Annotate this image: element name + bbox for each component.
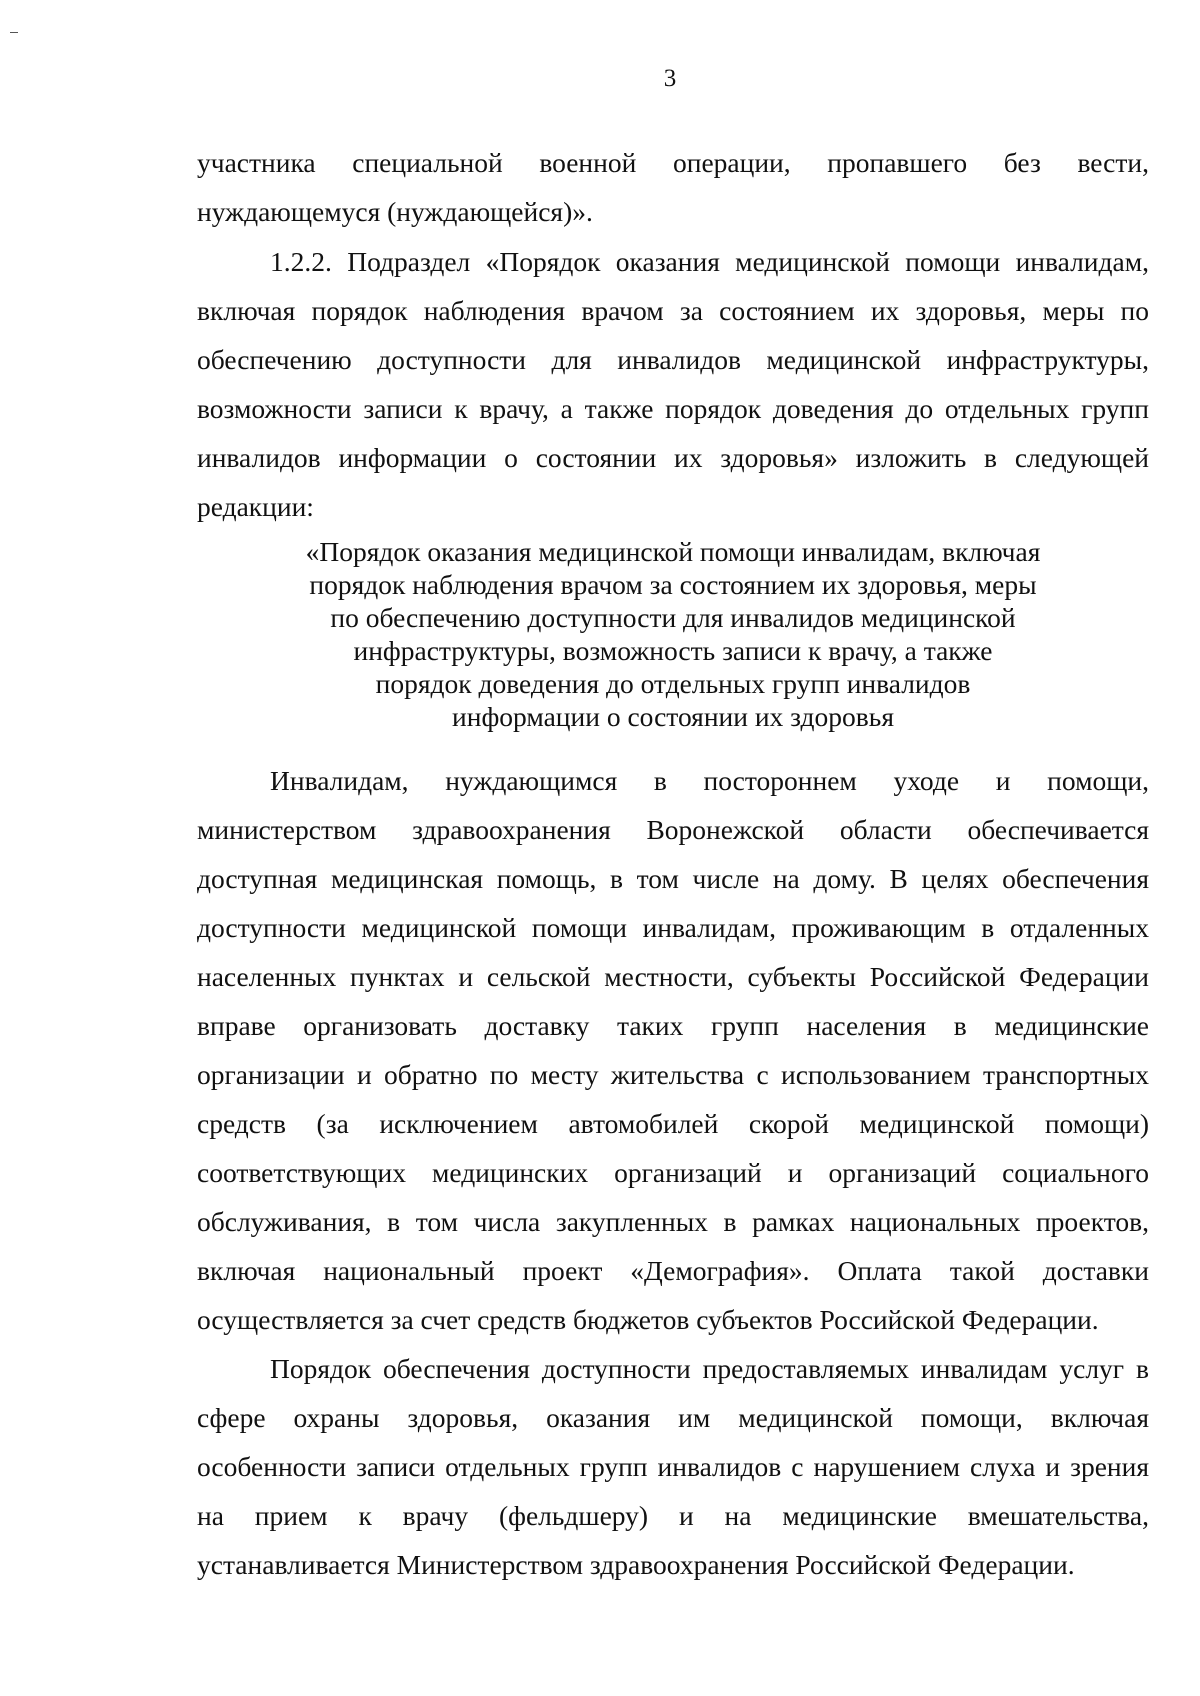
section-title-line: информации о состоянии их здоровья xyxy=(452,701,894,732)
section-title-line: инфраструктуры, возможность записи к врачу, а также xyxy=(353,635,993,666)
continuation-paragraph: участника специальной военной операции, пропавшего без вести, нуждающемуся (нуждающейся)». xyxy=(197,147,1149,227)
section-title-line: «Порядок оказания медицинской помощи инвалидам, включая xyxy=(305,536,1041,567)
continuation-block xyxy=(197,138,1149,236)
scan-mark xyxy=(10,32,18,33)
page-number: 3 xyxy=(663,65,677,92)
body-paragraph: Инвалидам, нуждающимся в постороннем уходе и помощи, министерством здравоохранения Воронежской области обеспечивается доступная медицинская помощь, в том числе на дому. В целях обеспечения доступности медицинской помощи инвалидам, проживающим в отдаленных населенных пунктах и сельской местности, субъекты Российской Федерации вправе организовать доставку таких групп населения в медицинские организации и обратно по месту жительства с использованием транспортных средств (за исключением автомобилей скорой медицинской помощи) соответствующих медицинских организаций и организаций социального обслуживания, в том числа закупленных в рамках национальных проектов, включая национальный проект «Демография». Оплата такой доставки осуществляется за счет средств бюджетов субъектов Российской Федерации. xyxy=(197,765,1149,1335)
amendment-paragraph: 1.2.2. Подраздел «Порядок оказания медицинской помощи инвалидам, включая порядок наблюдения врачом за состоянием их здоровья, меры по обеспечению доступности для инвалидов медицинской инфраструктуры, возможности записи к врачу, а также порядок доведения до отдельных групп инвалидов информации о состоянии их здоровья» изложить в следующей редакции: xyxy=(197,246,1149,522)
amendment-block xyxy=(197,237,1149,531)
body-paragraph: Порядок обеспечения доступности предоставляемых инвалидам услуг в сфере охраны здоровья, оказания им медицинской помощи, включая особенности записи отдельных групп инвалидов с нарушением слуха и зрения на прием к врачу (фельдшеру) и на медицинские вмешательства, устанавливается Министерством здравоохранения Российской Федерации. xyxy=(197,1353,1149,1580)
body-block xyxy=(197,756,1149,1589)
section-title xyxy=(197,535,1149,733)
section-title-line: по обеспечению доступности для инвалидов медицинской xyxy=(330,602,1016,633)
section-title-line: порядок наблюдения врачом за состоянием их здоровья, меры xyxy=(309,569,1037,600)
section-title-line: порядок доведения до отдельных групп инвалидов xyxy=(375,668,971,699)
